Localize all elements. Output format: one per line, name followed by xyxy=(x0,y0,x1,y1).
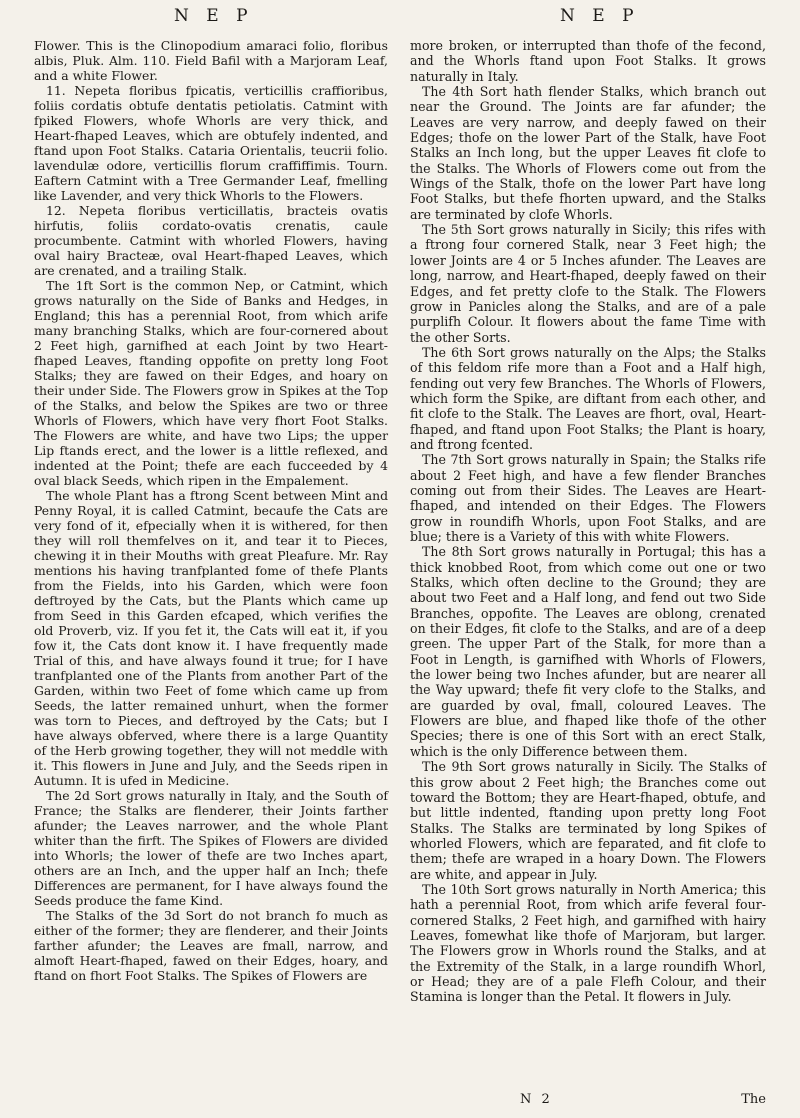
running-header xyxy=(0,6,800,30)
paragraph: The Stalks of the 3d Sort do not branch fo much as either of the former; they are flenderer, and their Joints farther afunder; the Leaves are fmall, narrow, and almoft Heart-fhaped, fawed on their Edges, hoary, and ftand on fhort Foot Stalks. The Spikes of Flowers are xyxy=(34,908,388,983)
paragraph: The 8th Sort grows naturally in Portugal; this has a thick knobbed Root, from which come out one or two Stalks, which often decline to the Ground; they are about two Feet and a Half long, and fend out two Side Branches, oppofite. The Leaves are oblong, crenated on their Edges, fit clofe to the Stalks, and are of a deep green. The upper Part of the Stalk, for more than a Foot in Length, is garnifhed with Whorls of Flowers, the lower being two Inches afunder, but are nearer all the Way upward; thefe fit very clofe to the Stalks, and are guarded by oval, fmall, coloured Leaves. The Flowers are blue, and fhaped like thofe of the other Species; there is one of this Sort with an erect Stalk, which is the only Difference between them. xyxy=(410,544,766,759)
paragraph: The whole Plant has a ftrong Scent between Mint and Penny Royal, it is called Catmint, becaufe the Cats are very fond of it, efpecially when it is withered, for then they will roll themfelves on it, and tear it to Pieces, chewing it in their Mouths with great Pleafure. Mr. Ray mentions his having tranfplanted fome of thefe Plants from the Fields, into his Garden, which were foon deftroyed by the Cats, but the Plants which came up from Seed in this Garden efcaped, which verifies the old Proverb, viz. If you fet it, the Cats will eat it, if you fow it, the Cats dont know it. I have frequently made Trial of this, and have always found it true; for I have tranfplanted one of the Plants from another Part of the Garden, within two Feet of fome which came up from Seeds, the latter remained unhurt, when the former was torn to Pieces, and deftroyed by the Cats; but I have always obferved, where there is a large Quantity of the Herb growing together, they will not meddle with it. This flowers in June and July, and the Seeds ripen in Autumn. It is ufed in Medicine. xyxy=(34,488,388,788)
paragraph: The 10th Sort grows naturally in North America; this hath a perennial Root, from which arife feveral four-cornered Stalks, 2 Feet high, and garnifhed with hairy Leaves, fomewhat like thofe of Marjoram, but larger. The Flowers grow in Whorls round the Stalks, and at the Extremity of the Stalk, in a large roundifh Whorl, or Head; they are of a pale Flefh Colour, and their Stamina is longer than the Petal. It flowers in July. xyxy=(410,881,766,1005)
running-head-left: N E P xyxy=(174,6,254,26)
running-head-right: N E P xyxy=(560,6,640,26)
left-column xyxy=(34,38,388,983)
paragraph: The 7th Sort grows naturally in Spain; the Stalks rife about 2 Feet high, and have a few flender Branches coming out from their Sides. The Leaves are Heart-fhaped, and intended on their Edges. The Flowers grow in roundifh Whorls, upon Foot Stalks, and are blue; there is a Variety of this with white Flowers. xyxy=(410,452,766,544)
paragraph: The 4th Sort hath flender Stalks, which branch out near the Ground. The Joints are far afunder; the Leaves are very narrow, and deeply fawed on their Edges; thofe on the lower Part of the Stalk, have Foot Stalks an Inch long, but the upper Leaves fit clofe to the Stalks. The Whorls of Flowers come out from the Wings of the Stalk, thofe on the lower Part have long Foot Stalks, but thefe fhorten upward, and the Stalks are terminated by clofe Whorls. xyxy=(410,84,766,222)
catchword: The xyxy=(741,1092,766,1107)
signature-mark: N 2 xyxy=(520,1092,553,1107)
paragraph: Flower. This is the Clinopodium amaraci folio, floribus albis, Pluk. Alm. 110. Field Bafil with a Marjoram Leaf, and a white Flower. xyxy=(34,38,388,83)
paragraph: The 5th Sort grows naturally in Sicily; this rifes with a ftrong four cornered Stalk, near 3 Feet high; the lower Joints are 4 or 5 Inches afunder. The Leaves are long, narrow, and Heart-fhaped, deeply fawed on their Edges, and fet pretty clofe to the Stalk. The Flowers grow in Panicles along the Stalks, and are of a pale purplifh Colour. It flowers about the fame Time with the other Sorts. xyxy=(410,222,766,345)
paragraph: The 9th Sort grows naturally in Sicily. The Stalks of this grow about 2 Feet high; the Branches come out toward the Bottom; they are Heart-fhaped, obtufe, and but little indented, ftanding upon pretty long Foot Stalks. The Stalks are terminated by long Spikes of whorled Flowers, which are feparated, and fit clofe to them; thefe are wraped in a hoary Down. The Flowers are white, and appear in July. xyxy=(410,759,766,882)
right-column xyxy=(410,38,766,1005)
page-footer xyxy=(410,1092,766,1112)
paragraph: The 1ft Sort is the common Nep, or Catmint, which grows naturally on the Side of Banks and Hedges, in England; this has a perennial Root, from which arife many branching Stalks, which are four-cornered about 2 Feet high, garnifhed at each Joint by two Heart-fhaped Leaves, ftanding oppofite on pretty long Foot Stalks; they are fawed on their Edges, and hoary on their under Side. The Flowers grow in Spikes at the Top of the Stalks, and below the Spikes are two or three Whorls of Flowers, which have very fhort Foot Stalks. The Flowers are white, and have two Lips; the upper Lip ftands erect, and the lower is a little reflexed, and indented at the Point; thefe are each fucceeded by 4 oval black Seeds, which ripen in the Empalement. xyxy=(34,278,388,488)
paragraph: more broken, or interrupted than thofe of the fecond, and the Whorls ftand upon Foot Stalks. It grows naturally in Italy. xyxy=(410,38,766,84)
paragraph: 11. Nepeta floribus fpicatis, verticillis craffioribus, foliis cordatis obtufe dentatis petiolatis. Catmint with fpiked Flowers, whofe Whorls are very thick, and Heart-fhaped Leaves, which are obtufely indented, and ftand upon Foot Stalks. Cataria Orientalis, teucrii folio. lavendulæ odore, verticillis florum craffiffimis. Tourn. Eaftern Catmint with a Tree Germander Leaf, fmelling like Lavender, and very thick Whorls to the Flowers. xyxy=(34,83,388,203)
paragraph: 12. Nepeta floribus verticillatis, bracteis ovatis hirfutis, foliis cordato-ovatis crenatis, caule procumbente. Catmint with whorled Flowers, having oval hairy Bracteæ, oval Heart-fhaped Leaves, which are crenated, and a trailing Stalk. xyxy=(34,203,388,278)
paragraph: The 6th Sort grows naturally on the Alps; the Stalks of this feldom rife more than a Foot and a Half high, fending out very few Branches. The Whorls of Flowers, which form the Spike, are diftant from each other, and fit clofe to the Stalk. The Leaves are fhort, oval, Heart-fhaped, and ftand upon Foot Stalks; the Plant is hoary, and ftrong fcented. xyxy=(410,344,766,452)
paragraph: The 2d Sort grows naturally in Italy, and the South of France; the Stalks are flenderer, their Joints farther afunder; the Leaves narrower, and the whole Plant whiter than the firft. The Spikes of Flowers are divided into Whorls; the lower of thefe are two Inches apart, others are an Inch, and the upper half an Inch; thefe Differences are permanent, for I have always found the Seeds produce the fame Kind. xyxy=(34,788,388,908)
